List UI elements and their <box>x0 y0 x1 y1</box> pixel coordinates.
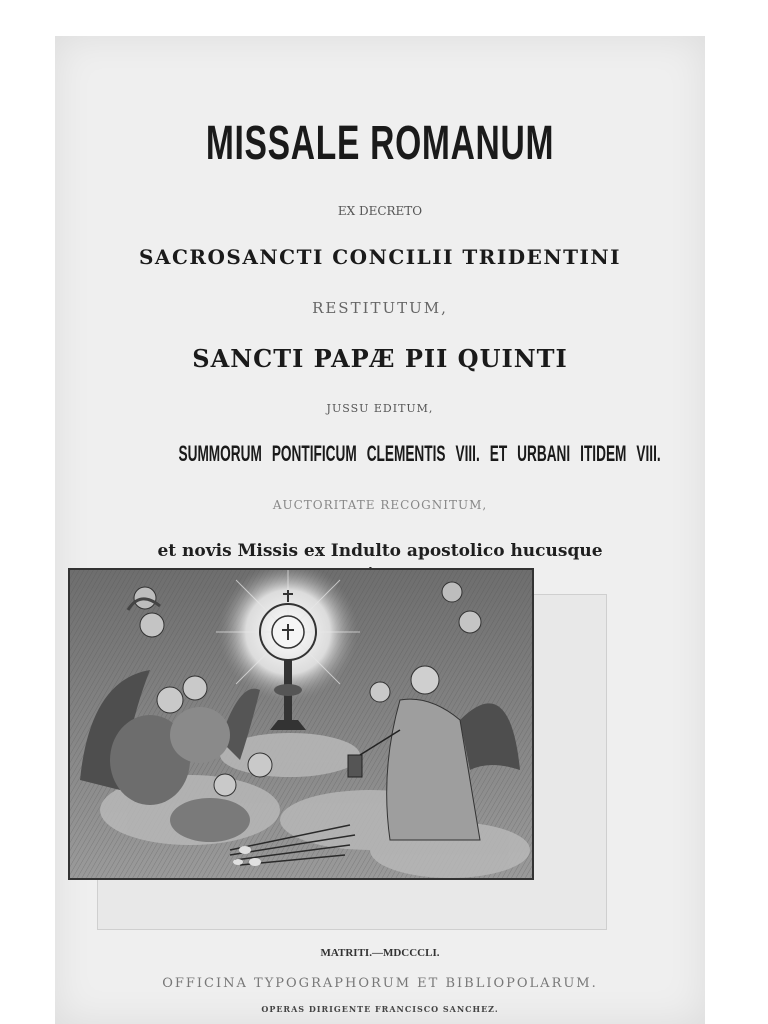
summorum-pontificum-line: SUMMORUM PONTIFICUM CLEMENTIS VIII. ET URBANI ITIDEM VIII. <box>178 441 661 466</box>
pope-pius-line: SANCTI PAPÆ PII QUINTI <box>192 344 568 373</box>
novis-missis-line-1: et novis Missis ex Indulto apostolico hucusque <box>157 541 603 561</box>
monstrance-engraving-image <box>70 570 532 878</box>
censer-icon <box>348 755 362 777</box>
imprint-operas: OPERAS DIRIGENTE FRANCISCO SANCHEZ. <box>261 1004 499 1014</box>
jussu-editum-line: JUSSU EDITUM, <box>326 402 434 415</box>
imprint-officina: OFFICINA TYPOGRAPHORUM ET BIBLIOPOLARUM. <box>162 976 598 991</box>
restitutum-line: RESTITUTUM, <box>312 299 448 317</box>
auctoritate-line: AUCTORITATE RECOGNITUM, <box>272 498 488 512</box>
imprint-place-date: MATRITI.—MDCCCLI. <box>320 947 440 959</box>
concilii-line: SACROSANCTI CONCILII TRIDENTINI <box>138 245 622 269</box>
monstrance-engraving <box>68 568 534 880</box>
ex-decreto-line: EX DECRETO <box>337 204 423 218</box>
book-title: MISSALE ROMANUM <box>205 117 555 170</box>
